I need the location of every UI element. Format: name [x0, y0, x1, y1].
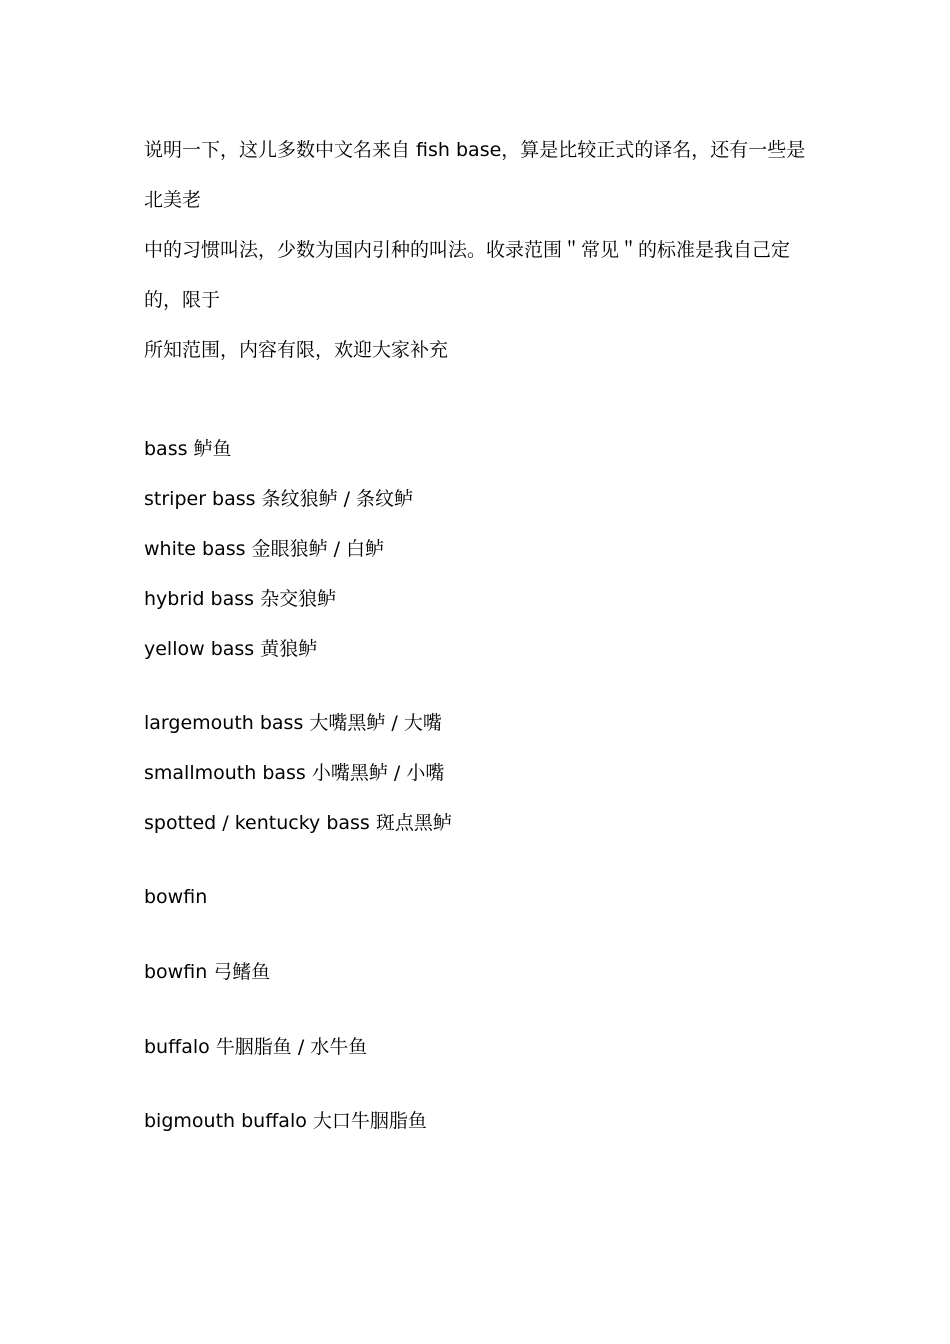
intro-line-4: 的，限于 — [144, 289, 221, 311]
entry-smallmouth-bass: smallmouth bass 小嘴黑鲈 / 小嘴 — [144, 762, 445, 784]
entry-hybrid-bass: hybrid bass 杂交狼鲈 — [144, 588, 337, 610]
entry-white-bass: white bass 金眼狼鲈 / 白鲈 — [144, 538, 385, 560]
entry-yellow-bass: yellow bass 黄狼鲈 — [144, 638, 318, 660]
entry-bass: bass 鲈鱼 — [144, 438, 232, 460]
intro-line-2: 北美老 — [144, 189, 202, 211]
intro-line-3: 中的习惯叫法，少数为国内引种的叫法。收录范围＂常见＂的标准是我自己定 — [144, 239, 791, 261]
entry-bigmouth-buffalo: bigmouth buffalo 大口牛胭脂鱼 — [144, 1110, 427, 1132]
entry-largemouth-bass: largemouth bass 大嘴黑鲈 / 大嘴 — [144, 712, 442, 734]
entry-bowfin-heading: bowfin — [144, 886, 208, 908]
entry-bowfin: bowfin 弓鳍鱼 — [144, 961, 271, 983]
entry-striper-bass: striper bass 条纹狼鲈 / 条纹鲈 — [144, 488, 414, 510]
entry-spotted-bass: spotted / kentucky bass 斑点黑鲈 — [144, 812, 452, 834]
intro-line-5: 所知范围，内容有限，欢迎大家补充 — [144, 339, 449, 361]
entry-buffalo: buffalo 牛胭脂鱼 / 水牛鱼 — [144, 1036, 368, 1058]
intro-line-1: 说明一下，这儿多数中文名来自 fish base，算是比较正式的译名，还有一些是 — [144, 139, 806, 161]
